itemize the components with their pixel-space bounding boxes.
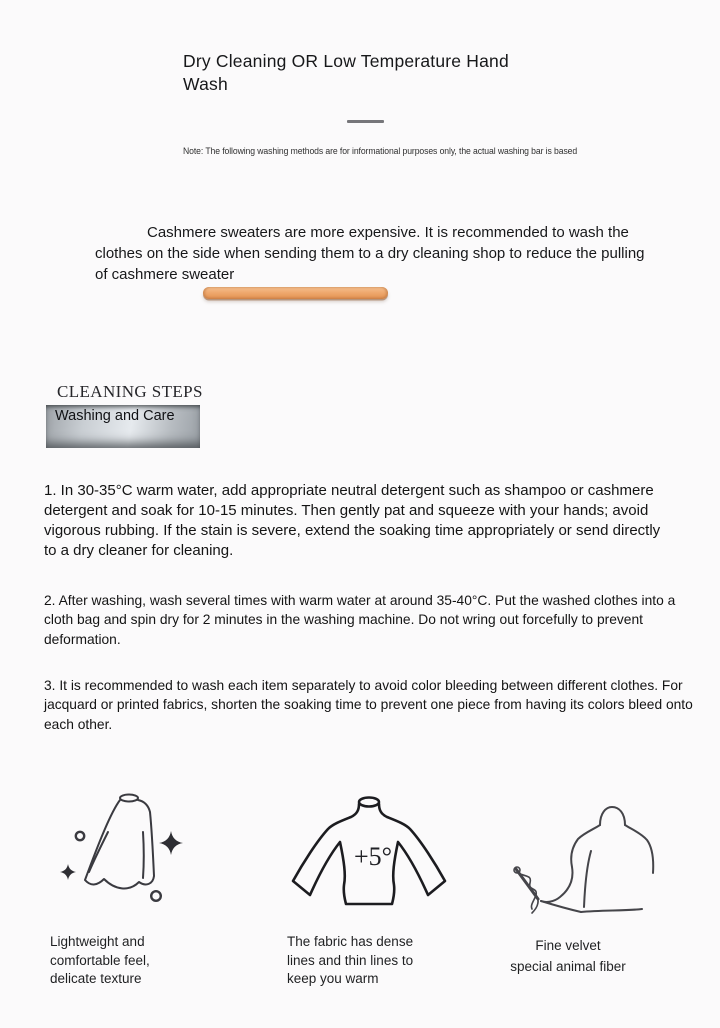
temperature-badge: +5° <box>353 842 393 871</box>
page-title: Dry Cleaning OR Low Temperature Hand Wash <box>183 51 509 94</box>
cape-sweater-sparkles-icon <box>55 786 190 916</box>
caption-line: comfortable feel, <box>50 952 150 968</box>
caption-line: lines and thin lines to <box>287 952 414 968</box>
cleaning-step-3: 3. It is recommended to wash each item separately to avoid color bleeding between different clothes. For jacquard or printed fabrics, shorten the soaking time to prevent one piece from having its colors bleed onto each other. <box>44 678 693 732</box>
turtleneck-sweater-icon <box>283 789 453 921</box>
title-divider <box>347 120 384 123</box>
caption-line: keep you warm <box>287 971 379 986</box>
cleaning-step-1: 1. In 30-35°C warm water, add appropriate neutral detergent such as shampoo or cashmere detergent and soak for 10-15 minutes. Then gently pat and squeeze with your hands; avoid vigorous rubbing. If the stain is severe, extend the soaking time appropriately or send directly to a dry cleaner for cleaning. <box>44 482 661 559</box>
caption-line: Lightweight and <box>50 934 145 949</box>
intro-paragraph: Cashmere sweaters are more expensive. It is recommended to wash the clothes on the side when sending them to a dry cleaning shop to reduce the pulling of cashmere sweater <box>95 224 645 283</box>
caption-line: Fine velvet <box>535 938 601 953</box>
feature-caption-1 <box>50 933 180 989</box>
cleaning-step-2: 2. After washing, wash several times with warm water at around 35-40°C. Put the washed clothes into a cloth bag and spin dry for 2 minutes in the washing machine. Do not wring out forcefully to prevent deformation. <box>44 593 676 647</box>
section-heading: CLEANING STEPS <box>57 382 203 401</box>
caption-line: special animal fiber <box>510 959 626 974</box>
disclaimer-note: Note: The following washing methods are for informational purposes only, the actual washing bar is based <box>183 146 578 156</box>
section-label-plate <box>46 405 200 448</box>
torso-needle-thread-icon <box>488 795 668 920</box>
accent-underline-bar <box>203 287 388 299</box>
feature-caption-3 <box>478 935 658 977</box>
section-label: Washing and Care <box>55 408 175 424</box>
caption-line: The fabric has dense <box>287 934 414 949</box>
caption-line: delicate texture <box>50 971 142 986</box>
feature-caption-2 <box>287 933 437 989</box>
